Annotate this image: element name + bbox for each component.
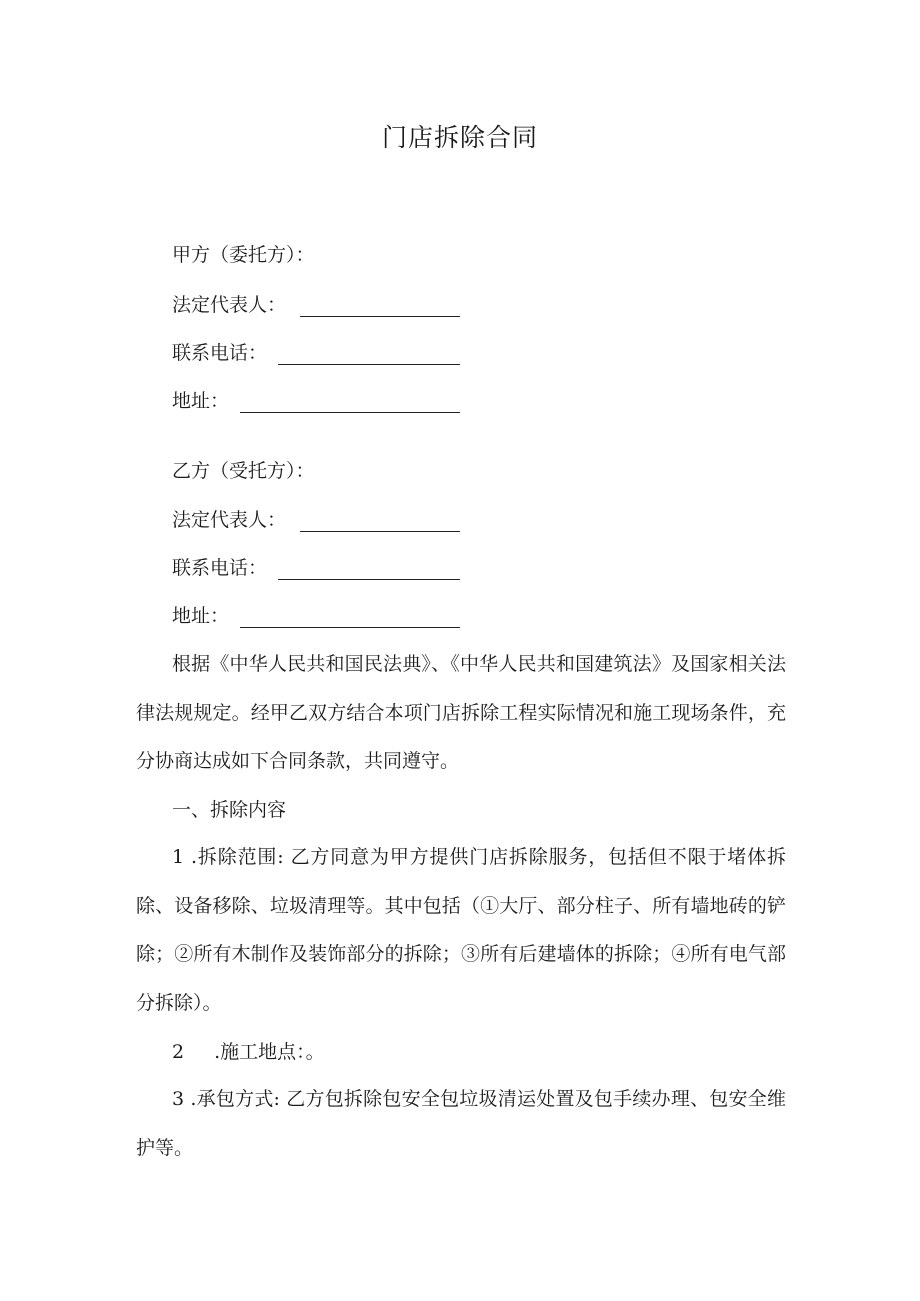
party-a-address-blank[interactable] xyxy=(240,412,460,413)
party-a-address-row xyxy=(172,388,229,414)
clause-3-number: 3 xyxy=(172,1088,185,1110)
party-a-phone-row xyxy=(172,340,267,366)
section-1-heading: 一、拆除内容 xyxy=(172,799,287,821)
clause-2 xyxy=(172,1039,325,1065)
party-b-rep-row xyxy=(172,507,286,533)
party-b-phone-label: 联系电话： xyxy=(172,557,268,579)
clause-1 xyxy=(136,833,786,1027)
party-b-address-label: 地址： xyxy=(172,605,230,627)
preamble-text: 根据《中华人民共和国民法典》、《中华人民共和国建筑法》及国家相关法律法规规定。经甲乙双方结合本项门店拆除工程实际情况和施工现场条件，充分协商达成如下合同条款，共同遵守。 xyxy=(136,653,786,772)
document-title: 门店拆除合同 xyxy=(381,123,538,152)
party-b-rep-blank[interactable] xyxy=(300,531,460,532)
party-b-address-row xyxy=(172,603,229,629)
party-a-phone-blank[interactable] xyxy=(278,364,460,365)
party-b-address-blank[interactable] xyxy=(240,627,460,628)
party-b-rep-label: 法定代表人： xyxy=(172,509,287,531)
clause-2-number: 2 xyxy=(172,1041,185,1063)
party-b-heading: 乙方（受托方）： xyxy=(172,460,315,482)
party-a-address-label: 地址： xyxy=(172,390,230,412)
clause-2-text: .施工地点：。 xyxy=(214,1041,325,1063)
party-b-phone-row xyxy=(172,555,267,581)
party-a-rep-row xyxy=(172,292,286,318)
preamble-paragraph xyxy=(136,640,786,786)
clause-3 xyxy=(136,1075,786,1172)
clause-1-number: 1 xyxy=(172,846,185,868)
party-a-rep-label: 法定代表人： xyxy=(172,294,287,316)
party-a-heading: 甲方（委托方）： xyxy=(172,244,315,266)
clause-1-text: .拆除范围: 乙方同意为甲方提供门店拆除服务，包括但不限于堵体拆除、设备移除、垃圾清理等。其中包括（①大厅、部分柱子、所有墙地砖的铲除；②所有木制作及装饰部分的拆除；③所有后建墙体的拆除；④所有电气部分拆除）。 xyxy=(136,846,786,1014)
party-b-phone-blank[interactable] xyxy=(278,579,460,580)
party-a-rep-blank[interactable] xyxy=(300,316,460,317)
clause-3-text: .承包方式: 乙方包拆除包安全包垃圾清运处置及包手续办理、包安全维护等。 xyxy=(136,1088,786,1159)
party-a-phone-label: 联系电话： xyxy=(172,342,268,364)
